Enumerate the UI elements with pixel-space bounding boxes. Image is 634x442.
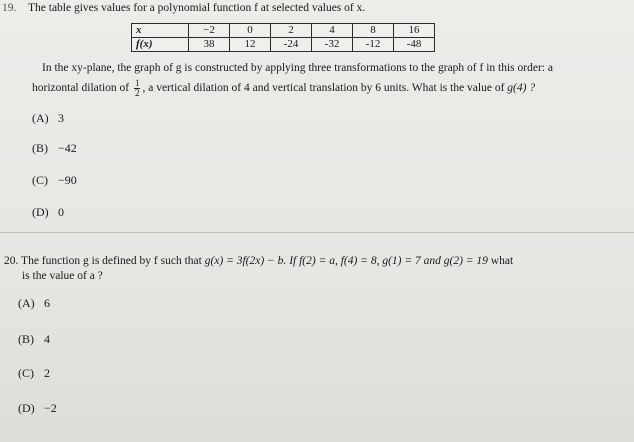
choice-letter: (A) <box>18 296 35 310</box>
choice-letter: (B) <box>32 141 48 155</box>
table-cell: −2 <box>189 24 230 38</box>
table-header-x: x <box>132 24 189 38</box>
q19-body-line-1: In the xy-plane, the graph of g is constructed by applying three transformations to the graph of f in this order: a <box>42 62 553 74</box>
q20-choice-d[interactable] <box>18 401 57 416</box>
choice-value: 6 <box>44 296 50 310</box>
q19-body-line-2 <box>32 79 535 98</box>
table-cell: 16 <box>394 24 435 38</box>
section-divider <box>0 232 634 233</box>
table-cell: -32 <box>312 38 353 52</box>
q19-stem-text: The table gives values for a polynomial function f at selected values of x. <box>28 2 366 14</box>
table-header-fx: f(x) <box>132 38 189 52</box>
q19-choice-b[interactable] <box>32 141 77 156</box>
q20-number: 20. <box>4 255 19 267</box>
choice-letter: (D) <box>18 401 35 415</box>
table-cell: -48 <box>394 38 435 52</box>
q19-number: 19. <box>2 2 17 14</box>
q19-choice-a[interactable] <box>32 111 64 126</box>
table-cell: 4 <box>312 24 353 38</box>
choice-value: 3 <box>58 111 64 125</box>
choice-value: 4 <box>44 332 50 346</box>
fraction-numerator: 1 <box>134 78 140 88</box>
table-cell: 2 <box>271 24 312 38</box>
choice-letter: (B) <box>18 332 34 346</box>
choice-letter: (C) <box>32 173 48 187</box>
choice-letter: (D) <box>32 205 49 219</box>
fraction-denominator: 2 <box>134 88 140 98</box>
choice-value: −90 <box>58 173 77 187</box>
choice-value: 0 <box>58 205 64 219</box>
q19-stem <box>2 2 366 14</box>
q20-choice-c[interactable] <box>18 366 50 381</box>
q20-equation: g(x) = 3f(2x) − b. <box>204 255 287 267</box>
choice-letter: (A) <box>32 111 49 125</box>
q20-line1-start: The function g is defined by f such that <box>21 255 202 267</box>
q20-stem-line-1 <box>4 255 513 267</box>
choice-value: −42 <box>58 141 77 155</box>
table-row-fx <box>132 38 435 52</box>
q19-g4-expression: g(4) ? <box>507 82 536 95</box>
table-cell: -12 <box>353 38 394 52</box>
q20-stem-line-2: is the value of a ? <box>22 270 103 282</box>
table-cell: 38 <box>189 38 230 52</box>
table-cell: 8 <box>353 24 394 38</box>
choice-value: 2 <box>44 366 50 380</box>
fraction-one-half <box>134 79 141 98</box>
table-cell: 12 <box>230 38 271 52</box>
q20-choice-b[interactable] <box>18 332 50 347</box>
table-cell: 0 <box>230 24 271 38</box>
table-row-x <box>132 24 435 38</box>
table-cell: -24 <box>271 38 312 52</box>
function-table <box>131 23 435 52</box>
q19-choice-d[interactable] <box>32 205 64 220</box>
choice-letter: (C) <box>18 366 34 380</box>
q19-line2-middle: , a vertical dilation of 4 and vertical translation by 6 units. What is the value of <box>142 82 505 95</box>
q19-line2-start: horizontal dilation of <box>32 82 130 95</box>
q20-conditions: If f(2) = a, f(4) = 8, g(1) = 7 and g(2) = 19 <box>289 255 488 267</box>
q20-choice-a[interactable] <box>18 296 50 311</box>
q20-line1-end: what <box>490 255 514 267</box>
q19-choice-c[interactable] <box>32 173 77 188</box>
choice-value: −2 <box>44 401 57 415</box>
